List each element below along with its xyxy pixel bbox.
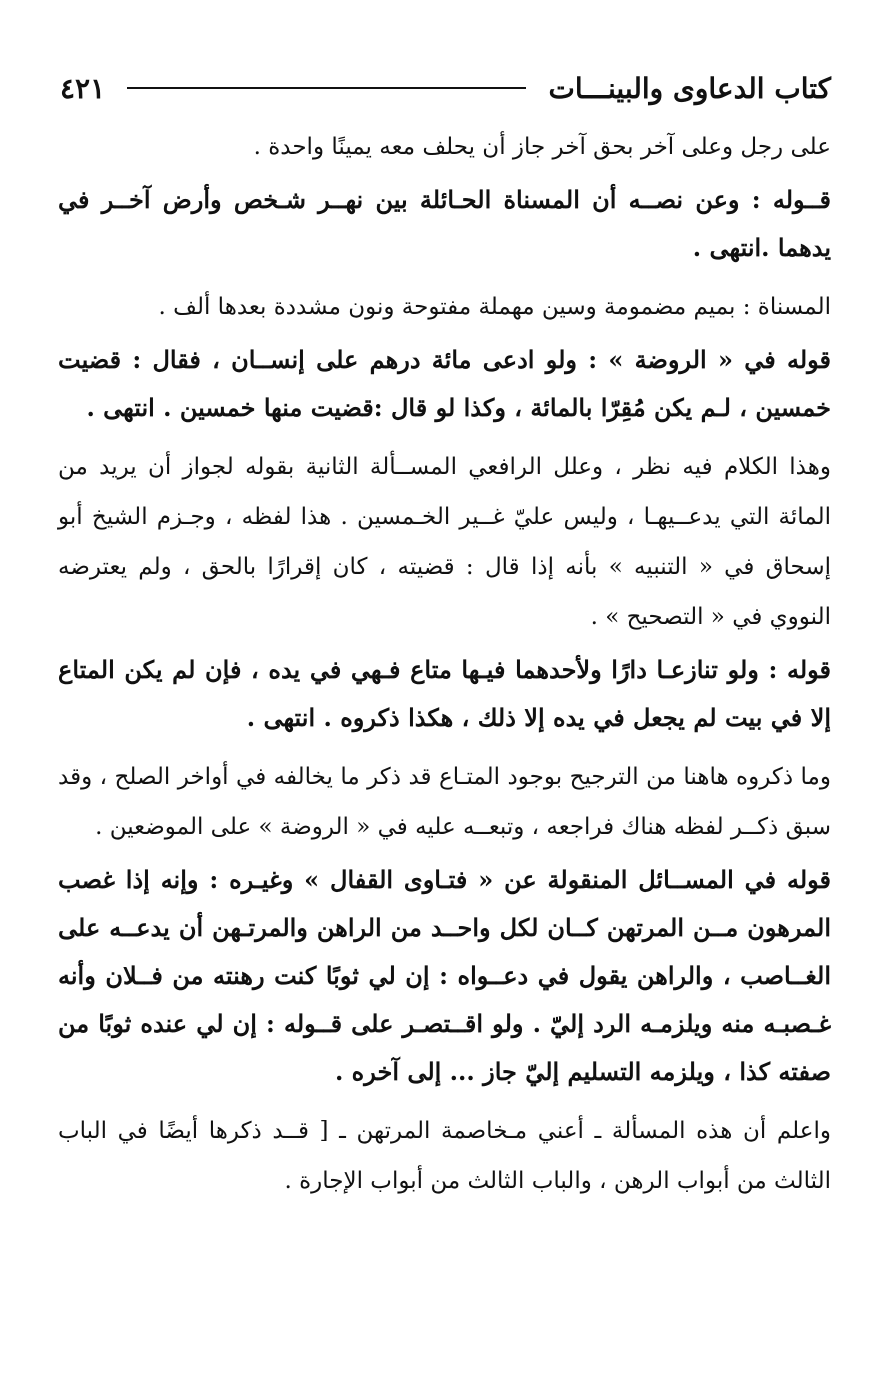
quoted-paragraph: قــوله : وعن نصــه أن المسناة الحـائلة بين نهــر شـخص وأرض آخــر في يدهما .انتهى . [58,185,831,262]
quoted-paragraph: قوله في « الروضة » : ولو ادعى مائة درهم على إنســان ، فقال : قضيت خمسين ، لـم يكن مُقِرّا بالمائة ، وكذا لو قال :قضيت منها خمسين . انتهى . [58,345,831,422]
header-rule [127,87,526,89]
paragraph: على رجل وعلى آخر بحق آخر جاز أن يحلف معه يمينًا واحدة . [253,134,831,160]
quoted-paragraph: قوله : ولو تنازعـا دارًا ولأحدهما فيـها متاع فـهي في يده ، فإن لم يكن المتاع إلا في بيت لم يجعل في يده إلا ذلك ، هكذا ذكروه . انتهى . [58,655,831,732]
paragraph: المسناة : بميم مضمومة وسين مهملة مفتوحة ونون مشددة بعدها ألف . [158,294,831,320]
page-number: ٤٢١ [60,71,106,105]
paragraph: واعلم أن هذه المسألة ـ أعني مـخاصمة المرتهن ـ [ قــد ذكرها أيضًا في الباب الثالث من أبواب الرهن ، والباب الثالث من أبواب الإجارة . [58,1118,831,1194]
quoted-paragraph: قوله في المســائل المنقولة عن « فتـاوى القفال » وغيـره : وإنه إذا غصب المرهون مــن المرتهن كــان لكل واحــد من الراهن والمرتـهن أن يدعــه على الغــاصب ، والراهن يقول في دعــواه : إن لي ثوبًا كنت رهنته من فــلان وأنه غـصبـه منه ويلزمـه الرد إليّ . ولو اقــتصـر على قــوله : إن لي عنده ثوبًا من صفته كذا ، ويلزمه التسليم إليّ جاز ... إلى آخره . [58,865,831,1086]
paragraph: وما ذكروه هاهنا من الترجيح بوجود المتـاع قد ذكر ما يخالفه في أواخر الصلح ، وقد سبق ذكــر لفظه هناك فراجعه ، وتبعــه عليه في « الروضة » على الموضعين . [58,764,831,840]
paragraph: وهذا الكلام فيه نظر ، وعلل الرافعي المســألة الثانية بقوله لجواز أن يريد من المائة التي يدعــيهـا ، وليس عليّ غــير الخـمسين . هذا لفظه ، وجـزم الشيخ أبو إسحاق في « التنبيه » بأنه إذا قال : قضيته ، كان إقرارًا بالحق ، ولم يعترضه النووي في « التصحيح » . [58,454,831,630]
page-body [58,122,831,1206]
page-header [60,66,831,110]
running-title: كتاب الدعاوى والبينـــات [548,71,831,105]
